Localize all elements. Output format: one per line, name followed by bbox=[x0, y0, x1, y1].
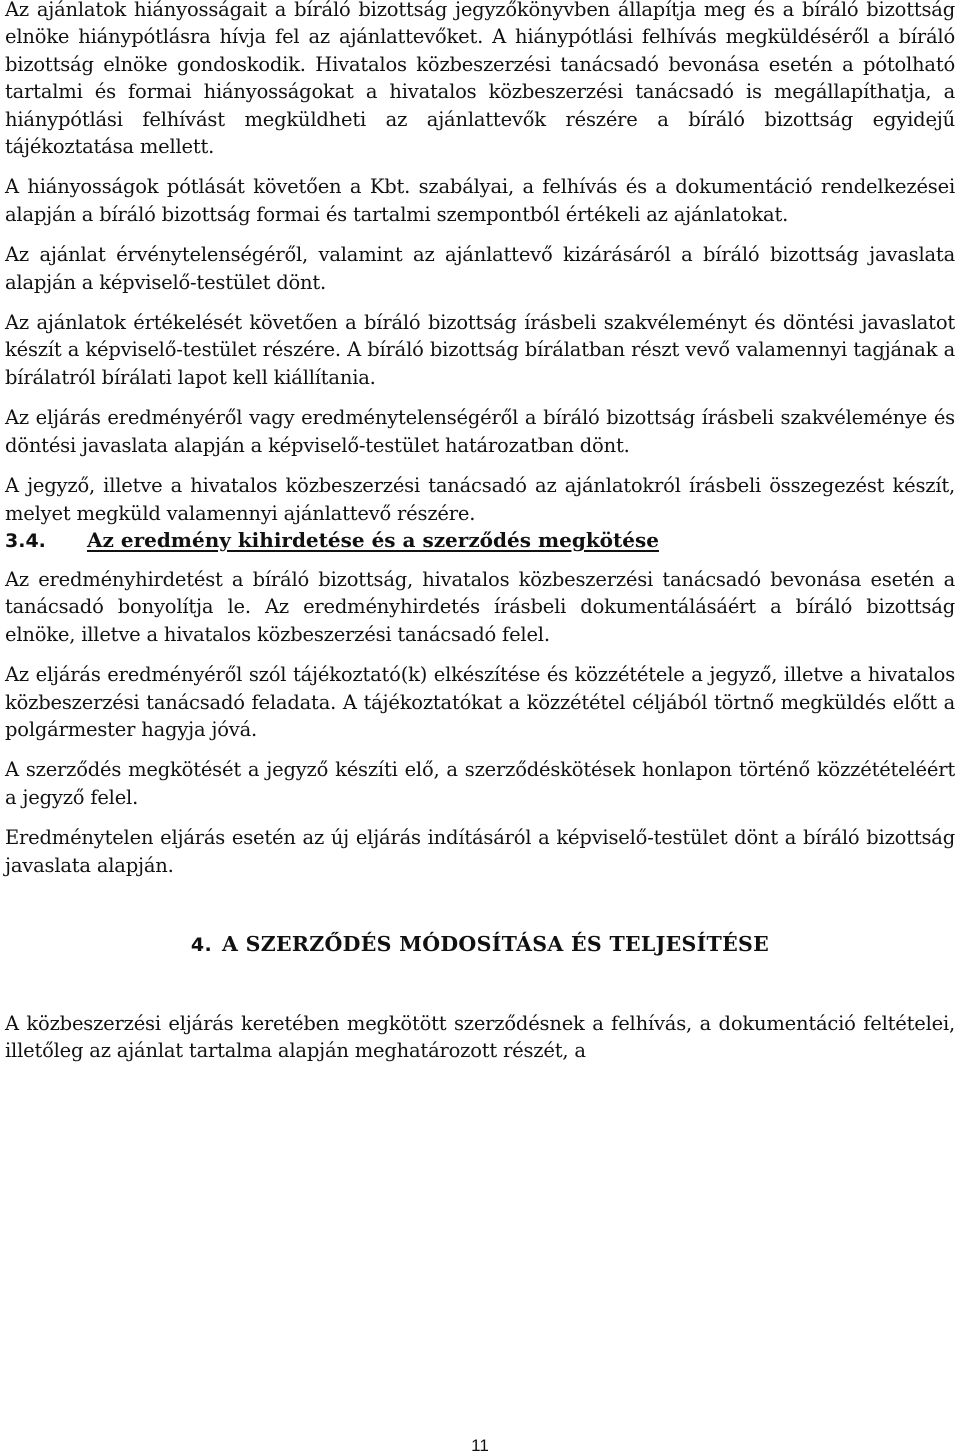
section-3-4-title: Az eredmény kihirdetése és a szerződés megkötése bbox=[87, 527, 659, 552]
paragraph-invalidity: Az ajánlat érvénytelenségéről, valamint az ajánlattevő kizárásáról a bíráló bizottság javaslata alapján a képviselő-testület dönt. bbox=[5, 243, 955, 294]
paragraph-contract-modification: A közbeszerzési eljárás keretében megkötött szerződésnek a felhívás, a dokumentáció feltételei, illetőleg az ajánlat tartalma alapján meghatározott részét, a bbox=[5, 1011, 955, 1063]
section-4-number: 4. bbox=[190, 933, 212, 956]
paragraph-announcement: Az eredményhirdetést a bíráló bizottság, hivatalos közbeszerzési tanácsadó bevonása esetén a tanácsadó bonyolítja le. Az eredményhirdetés írásbeli dokumentálásáért a bíráló bizottság elnöke, illetve a hivatalos közbeszerzési tanácsadó felel. bbox=[5, 567, 955, 646]
paragraph-deficiencies: Az ajánlatok hiányosságait a bíráló bizottság jegyzőkönyvben állapítja meg és a bíráló bizottság elnöke hiánypótlásra hívja fel az ajánlattevőket. A hiánypótlási felhívás megküldéséről a bíráló bizottság elnöke gondoskodik. Hivatalos közbeszerzési tanácsadó bevonása esetén a pótolható tartalmi és formai hiányosságokat a hivatalos közbeszerzési tanácsadó is megállapíthatja, a hiánypótlási felhívást megküldheti az ajánlattevők részére a bíráló bizottság egyidejű tájékoztatása mellett. bbox=[5, 0, 955, 159]
section-3-4-heading bbox=[5, 527, 955, 555]
page-number: 11 bbox=[471, 1436, 489, 1455]
paragraph-evaluation: A hiányosságok pótlását követően a Kbt. szabályai, a felhívás és a dokumentáció rendelkezései alapján a bíráló bizottság formai és tartalmi szempontból értékeli az ajánlatokat. bbox=[5, 175, 955, 226]
paragraph-summary: A jegyző, illetve a hivatalos közbeszerzési tanácsadó az ajánlatokról írásbeli összegezést készít, melyet megküld valamennyi ajánlattevő részére. bbox=[5, 474, 955, 525]
paragraph-decision: Az eljárás eredményéről vagy eredménytelenségéről a bíráló bizottság írásbeli szakvéleménye és döntési javaslata alapján a képviselő-testület határozatban dönt. bbox=[5, 406, 955, 457]
section-3-4-number: 3.4. bbox=[5, 529, 46, 552]
section-4-heading bbox=[5, 931, 955, 959]
document-page bbox=[5, 0, 955, 1065]
paragraph-contract: A szerződés megkötését a jegyző készíti elő, a szerződéskötések honlapon történő közzétételéért a jegyző felel. bbox=[5, 758, 955, 809]
section-4-title: A SZERZŐDÉS MÓDOSÍTÁSA ÉS TELJESÍTÉSE bbox=[221, 931, 770, 956]
paragraph-notice: Az eljárás eredményéről szól tájékoztató(k) elkészítése és közzététele a jegyző, illetve a hivatalos közbeszerzési tanácsadó feladata. A tájékoztatókat a közzététel céljából törtnő megküldés előtt a polgármester hagyja jóvá. bbox=[5, 663, 955, 741]
paragraph-unsuccessful: Eredménytelen eljárás esetén az új eljárás indításáról a képviselő-testület dönt a bíráló bizottság javaslata alapján. bbox=[5, 826, 955, 877]
paragraph-expert-opinion: Az ajánlatok értékelését követően a bíráló bizottság írásbeli szakvéleményt és döntési javaslatot készít a képviselő-testület részére. A bíráló bizottság bírálatban részt vevő valamennyi tagjának a bírálatról bírálati lapot kell kiállítania. bbox=[5, 311, 955, 389]
